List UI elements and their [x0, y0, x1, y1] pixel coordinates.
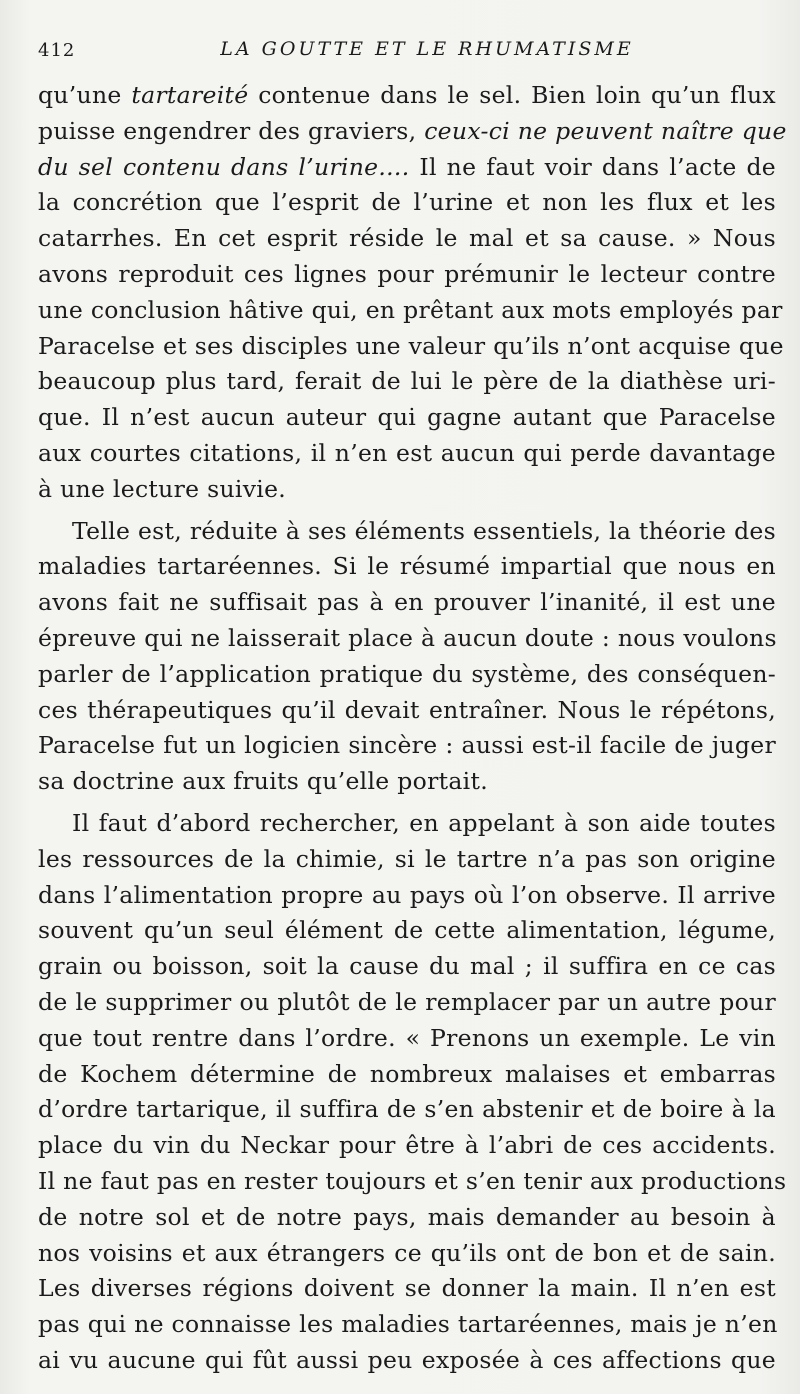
text-run: puisse engendrer des graviers, [38, 116, 425, 145]
text-line [38, 114, 787, 150]
text-line [38, 585, 776, 621]
text-line [38, 293, 783, 329]
text-line [38, 257, 776, 293]
text-run: ces thérapeutiques qu’il devait entraîner. Nous le répétons, [38, 695, 776, 724]
text-run: pas qui ne connaisse les maladies tartaréennes, mais je n’en [38, 1310, 778, 1339]
italic-text: ceux-ci ne peuvent naître que [424, 116, 787, 145]
running-title: LA GOUTTE ET LE RHUMATISME [220, 38, 634, 60]
text-line [38, 1343, 776, 1379]
text-line [38, 806, 776, 842]
paragraph [38, 806, 787, 1379]
text-line [38, 1236, 776, 1272]
text-run: catarrhes. En cet esprit réside le mal et sa cause. » Nous [38, 224, 776, 253]
text-run: qu’une [38, 81, 132, 109]
text-line [38, 764, 776, 800]
italic-text: du sel contenu dans l’urine.... [38, 152, 410, 181]
text-line [38, 1200, 776, 1236]
text-run: Les diverses régions doivent se donner la main. Il n’en est [38, 1274, 776, 1303]
text-line [38, 1021, 776, 1057]
text-line [38, 78, 776, 114]
text-line [38, 1307, 776, 1343]
text-line [38, 1057, 776, 1093]
text-line [38, 549, 776, 585]
text-run: parler de l’application pratique du système, des conséquen- [38, 659, 776, 688]
text-line [38, 693, 776, 729]
text-line [38, 657, 776, 693]
text-run: place du vin du Neckar pour être à l’abri de ces accidents. [38, 1131, 776, 1160]
text-run: sa doctrine aux fruits qu’elle portait. [38, 767, 488, 796]
text-run: à une lecture suivie. [38, 474, 287, 503]
text-run: avons fait ne suffisait pas à en prouver l’inanité, il est une [38, 588, 776, 617]
text-run: d’ordre tartarique, il suffira de s’en abstenir et de boire à la [38, 1095, 776, 1124]
text-run: avons reproduit ces lignes pour prémunir le lecteur contre [38, 259, 776, 288]
text-line [38, 1164, 787, 1200]
text-run: aux courtes citations, il n’en est aucun qui perde davantage [38, 438, 776, 467]
text-line [38, 150, 776, 186]
text-line [38, 1271, 776, 1307]
running-header [38, 30, 776, 70]
text-run: beaucoup plus tard, ferait de lui le père de la diathèse uri- [38, 367, 776, 396]
text-line [38, 621, 776, 657]
text-line [38, 221, 776, 257]
text-line [38, 985, 776, 1021]
text-run: la concrétion que l’esprit de l’urine et non les flux et les [38, 188, 776, 217]
text-run: épreuve qui ne laisserait place à aucun doute : nous voulons [38, 623, 777, 652]
body-text [38, 78, 787, 1379]
text-run: que. Il n’est aucun auteur qui gagne autant que Paracelse [38, 403, 776, 432]
text-line [38, 842, 776, 878]
text-run: de notre sol et de notre pays, mais demander au besoin à [38, 1202, 776, 1231]
text-line [38, 436, 776, 472]
text-run: nos voisins et aux étrangers ce qu’ils ont de bon et de sain. [38, 1238, 776, 1267]
text-run: grain ou boisson, soit la cause du mal ; il suffira en ce cas [38, 952, 776, 981]
text-run: de Kochem détermine de nombreux malaises et embarras [38, 1059, 776, 1088]
text-line [38, 878, 776, 914]
text-line [38, 400, 776, 436]
text-run: maladies tartaréennes. Si le résumé impartial que nous en [38, 552, 776, 581]
text-line [38, 949, 776, 985]
text-run: ai vu aucune qui fût aussi peu exposée à ces affections que [38, 1345, 776, 1374]
text-line [38, 364, 776, 400]
text-line [38, 514, 776, 550]
text-line [38, 728, 776, 764]
text-line [38, 329, 784, 365]
italic-text: tartareité [131, 81, 249, 109]
page-number: 412 [38, 40, 76, 61]
text-run: Paracelse et ses disciples une valeur qu’ils n’ont acquise que [38, 331, 784, 360]
text-run: Il faut d’abord rechercher, en appelant à son aide toutes [72, 808, 776, 837]
text-run: contenue dans le sel. Bien loin qu’un flux [248, 81, 776, 109]
text-line [38, 1092, 776, 1128]
text-run: dans l’alimentation propre au pays où l’on observe. Il arrive [38, 880, 776, 909]
text-line [38, 1128, 776, 1164]
text-run: Telle est, réduite à ses éléments essentiels, la théorie des [72, 516, 776, 545]
paragraph [38, 514, 776, 800]
text-run: souvent qu’un seul élément de cette alimentation, légume, [38, 916, 776, 945]
text-line [38, 472, 776, 508]
text-line [38, 185, 776, 221]
text-run: les ressources de la chimie, si le tartre n’a pas son origine [38, 844, 776, 873]
text-run: Il ne faut voir dans l’acte de [409, 152, 776, 181]
text-run: une conclusion hâtive qui, en prêtant aux mots employés par [38, 295, 783, 324]
text-line [38, 913, 776, 949]
text-run: Paracelse fut un logicien sincère : aussi est-il facile de juger [38, 731, 776, 760]
paragraph [38, 78, 787, 508]
text-run: de le supprimer ou plutôt de le remplacer par un autre pour [38, 987, 776, 1016]
text-run: Il ne faut pas en rester toujours et s’en tenir aux productions [38, 1166, 787, 1195]
text-run: que tout rentre dans l’ordre. « Prenons un exemple. Le vin [38, 1023, 776, 1052]
